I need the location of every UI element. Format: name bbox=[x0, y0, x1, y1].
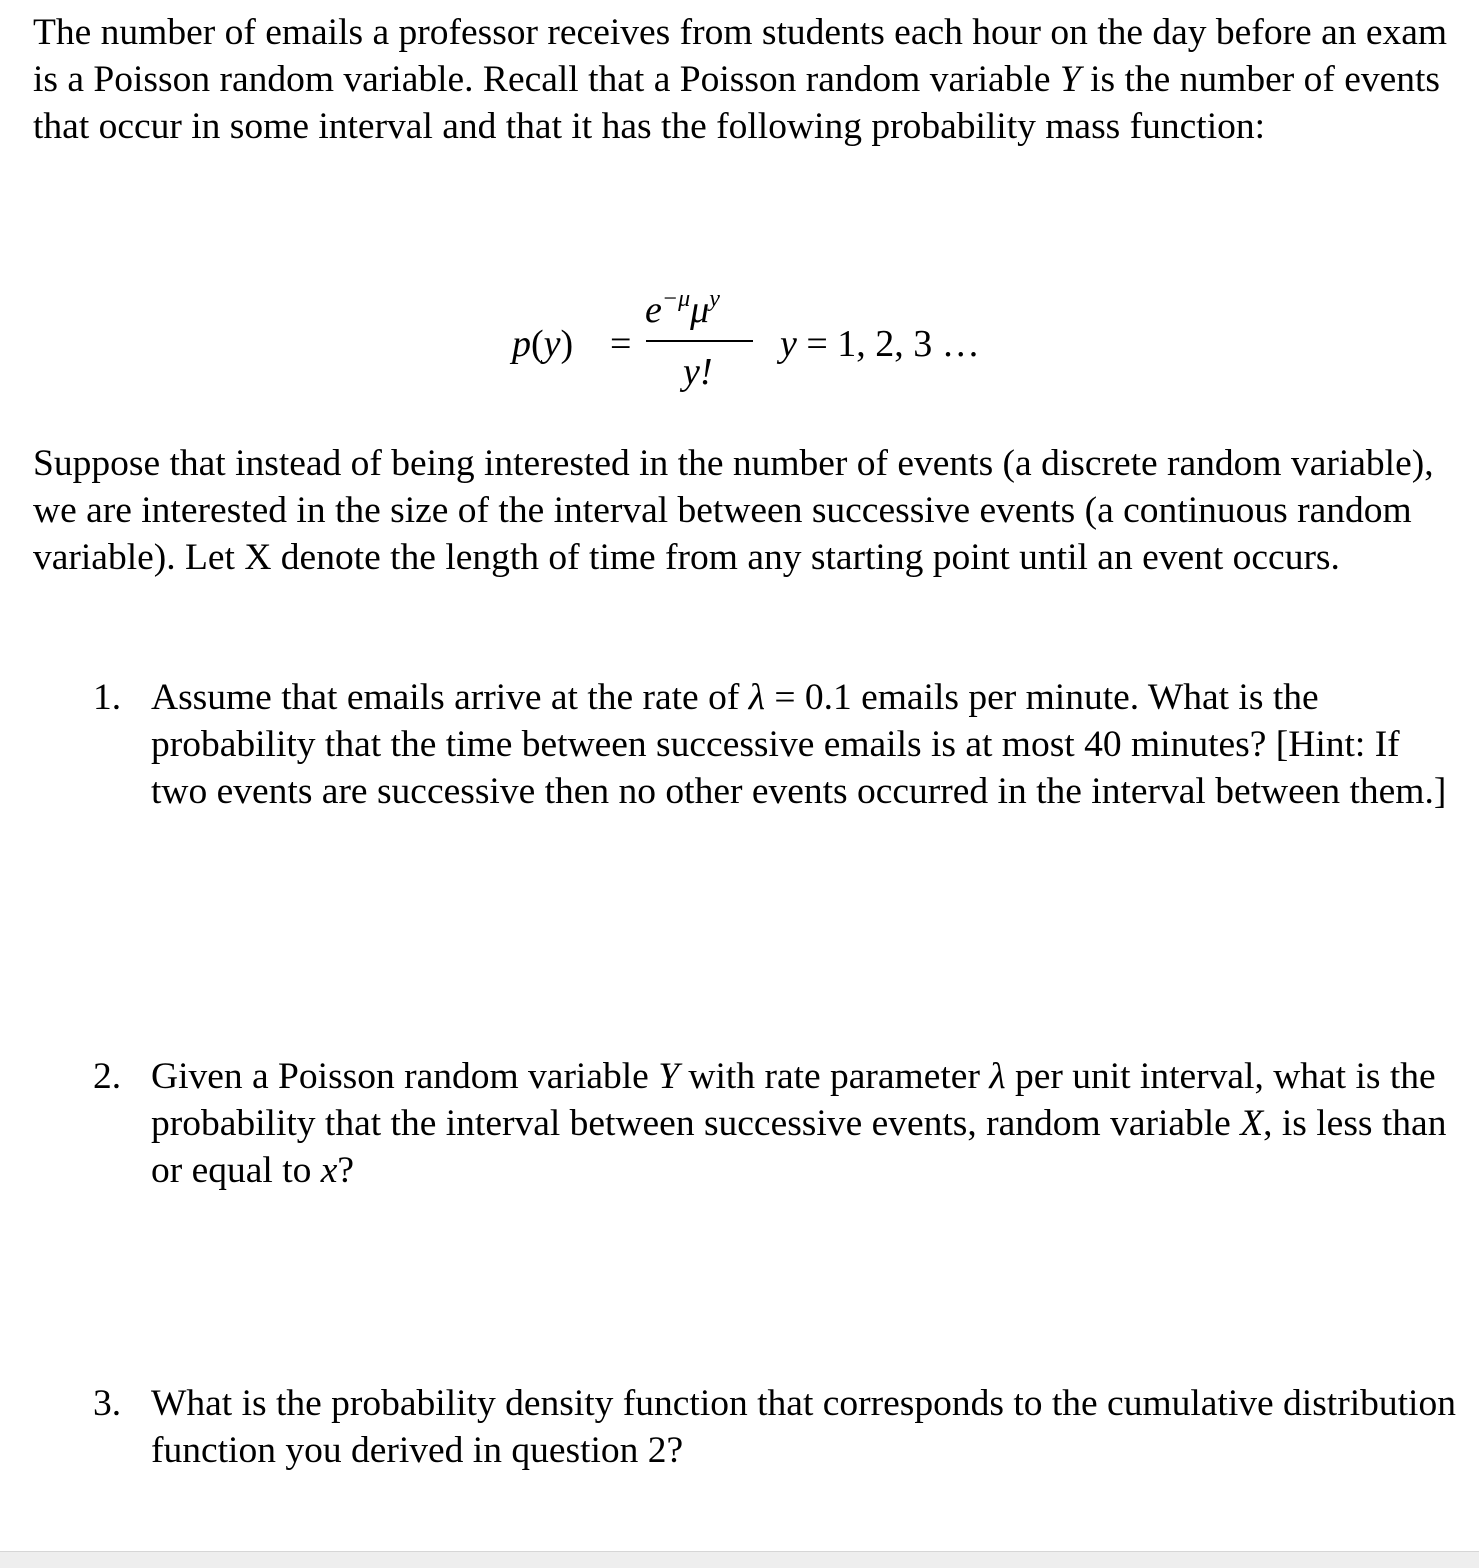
formula-mu-exponent: y bbox=[709, 286, 720, 312]
q2-text-3: per unit interval, what is the probability that the interval between successive events, random variable bbox=[151, 1056, 1436, 1144]
formula-domain-values: = 1, 2, 3 … bbox=[796, 323, 980, 365]
formula-lhs-var: y bbox=[543, 323, 561, 365]
formula-domain bbox=[780, 322, 980, 366]
formula-e-exponent: −μ bbox=[661, 286, 691, 312]
intro-var-Y: Y bbox=[1059, 59, 1081, 100]
poisson-pmf-formula bbox=[0, 280, 1479, 400]
question-2-text bbox=[151, 1053, 1461, 1194]
intro-text-2: is the number of events that occur in some interval and that it has the following probability mass function: bbox=[33, 59, 1441, 147]
question-1-text bbox=[151, 674, 1461, 815]
formula-domain-var: y bbox=[780, 323, 797, 365]
intro-paragraph bbox=[33, 9, 1473, 150]
q1-lambda: λ bbox=[748, 677, 765, 718]
intro-text-1: The number of emails a professor receives from students each hour on the day before an exam is a Poisson random variable. Recall that a Poisson random variable bbox=[33, 12, 1448, 100]
formula-mu: μ bbox=[690, 289, 710, 331]
question-2-number: 2. bbox=[93, 1056, 122, 1097]
q2-text-4: , is less than or equal to bbox=[151, 1103, 1447, 1191]
formula-e: e bbox=[645, 289, 662, 331]
q2-text-1: Given a Poisson random variable bbox=[151, 1056, 659, 1097]
q2-var-Y: Y bbox=[658, 1056, 680, 1097]
q1-text-1: Assume that emails arrive at the rate of bbox=[151, 677, 749, 718]
formula-numerator bbox=[645, 286, 720, 332]
q2-text-5: ? bbox=[337, 1150, 355, 1191]
q2-text-2: with rate parameter bbox=[679, 1056, 990, 1097]
fraction-bar bbox=[646, 340, 753, 342]
q1-text-2: = 0.1 emails per minute. What is the probability that the time between successive emails is at most 40 minutes? [Hint: If two events are successive then no other events occurred in the interval between them.] bbox=[151, 677, 1447, 812]
q2-var-X: X bbox=[1240, 1103, 1264, 1144]
formula-equals: = bbox=[610, 323, 632, 365]
bottom-scroll-edge bbox=[0, 1551, 1479, 1568]
formula-denominator: y! bbox=[683, 351, 713, 393]
question-3-text: What is the probability density function that corresponds to the cumulative distribution function you derived in question 2? bbox=[151, 1383, 1456, 1471]
question-3-number: 3. bbox=[93, 1383, 122, 1424]
formula-lhs: p(y) bbox=[512, 323, 574, 365]
q2-lambda: λ bbox=[989, 1056, 1006, 1097]
question-1-number: 1. bbox=[93, 677, 122, 718]
context-paragraph: Suppose that instead of being interested in the number of events (a discrete random variable), we are interested in the size of the interval between successive events (a continuous random variable). Let X denote the length of time from any starting point until an event occurs. bbox=[33, 443, 1434, 578]
q2-var-x: x bbox=[320, 1150, 338, 1191]
formula-func-name: p bbox=[512, 323, 531, 365]
